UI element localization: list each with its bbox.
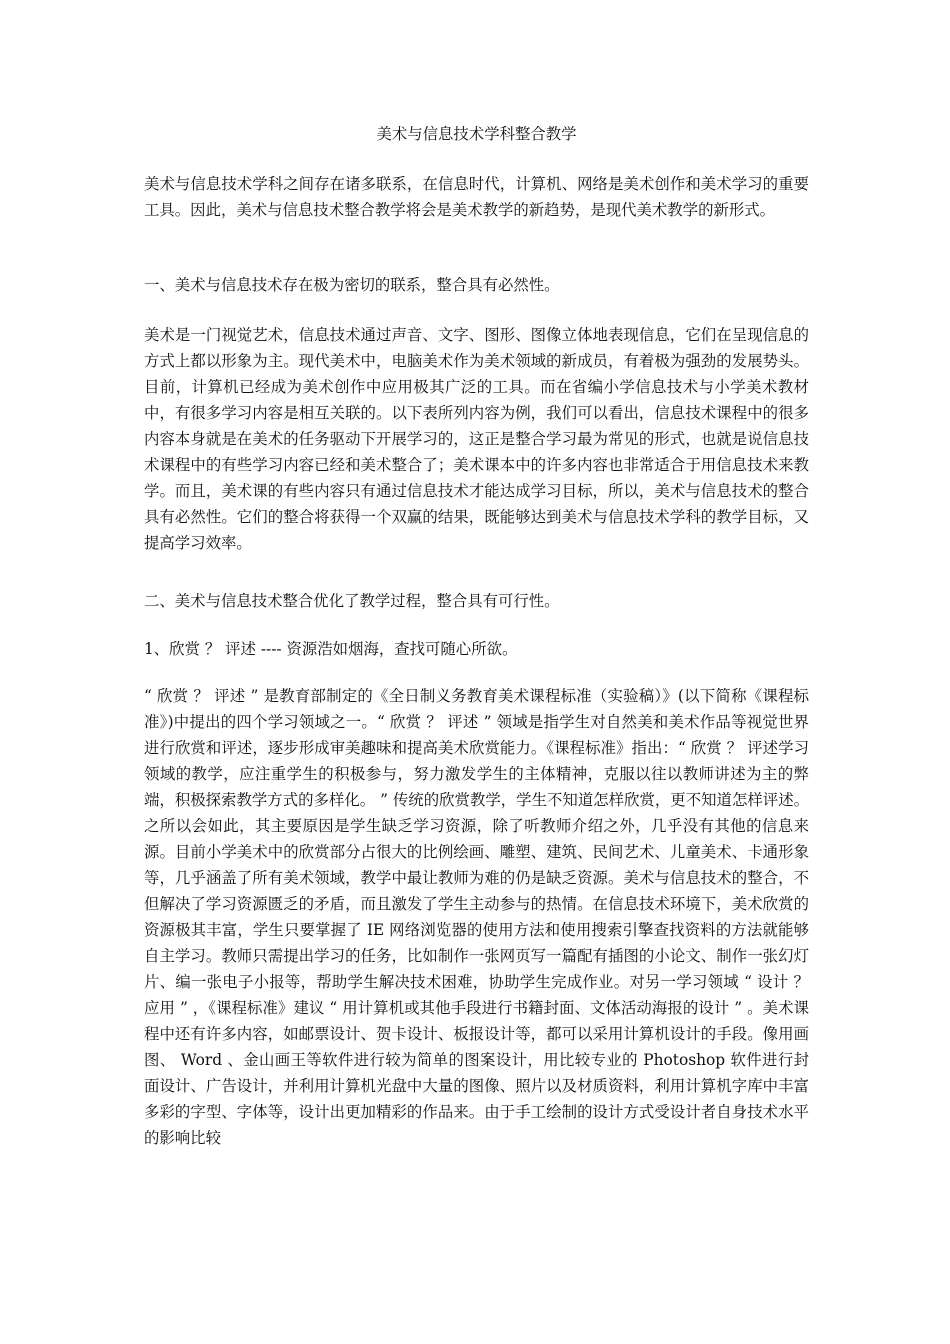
section1-heading: 一、美术与信息技术存在极为密切的联系，整合具有必然性。 [144, 276, 560, 294]
section2-paragraph-1: “ 欣赏 ？ 评述 ” 是教育部制定的《全日制义务教育美术课程标准（实验稿）》(以下简称《课程标准》)中提出的四个学习领域之一。“ 欣赏 ？ 评述 ” 领域是指学生对自然美和美术作品等视觉世界进行欣赏和评述，逐步形成审美趣味和提高美术欣赏能力。《课程标准》指出：“ 欣赏 ？ 评述学习领域的教学，应注重学生的积极参与，努力激发学生的主体精神，克服以往以教师讲述为主的弊端，积极探索教学方式的多样化。 ” 传统的欣赏教学，学生不知道怎样欣赏，更不知道怎样评述。之所以会如此，其主要原因是学生缺乏学习资源，除了听教师介绍之外，几乎没有其他的信息来源。目前小学美术中的欣赏部分占很大的比例绘画、雕塑、建筑、民间艺术、儿童美术、卡通形象等，几乎涵盖了所有美术领域，教学中最让教师为难的仍是缺乏资源。美术与信息技术的整合，不但解决了学习资源匮乏的矛盾，而且激发了学生主动参与的热情。在信息技术环境下，美术欣赏的资源极其丰富，学生只要掌握了 IE 网络浏览器的使用方法和使用搜索引擎查找资料的方法就能够自主学习。教师只需提出学习的任务，比如制作一张网页写一篇配有插图的小论文、制作一张幻灯片、编一张电子小报等，帮助学生解决技术困难，协助学生完成作业。对另一学习领域 “ 设计 ？ 应用 ” ，《课程标准》建议 “ 用计算机或其他手段进行书籍封面、文体活动海报的设计 ” 。美术课程中还有许多内容，如邮票设计、贺卡设计、板报设计等，都可以采用计算机设计的手段。像用画图、 Word 、金山画王等软件进行较为简单的图案设计，用比较专业的 Photoshop 软件进行封面设计、广告设计，并利用计算机光盘中大量的图像、照片以及材质资料，利用计算机字库中丰富多彩的字型、字体等，设计出更加精彩的作品来。由于手工绘制的设计方式受设计者自身技术水平的影响比较 [144, 687, 809, 1147]
section2-subheading-1: 1、欣赏 ？ 评述 ---- 资源浩如烟海，查找可随心所欲。 [144, 640, 518, 658]
section2-heading: 二、美术与信息技术整合优化了教学过程，整合具有可行性。 [144, 592, 560, 610]
section1-paragraph: 美术是一门视觉艺术，信息技术通过声音、文字、图形、图像立体地表现信息，它们在呈现信息的方式上都以形象为主。现代美术中，电脑美术作为美术领域的新成员，有着极为强劲的发展势头。目前，计算机已经成为美术创作中应用极其广泛的工具。而在省编小学信息技术与小学美术教材中，有很多学习内容是相互关联的。以下表所列内容为例，我们可以看出，信息技术课程中的很多内容本身就是在美术的任务驱动下开展学习的，这正是整合学习最为常见的形式，也就是说信息技术课程中的有些学习内容已经和美术整合了；美术课本中的许多内容也非常适合于用信息技术来教学。而且，美术课的有些内容只有通过信息技术才能达成学习目标，所以，美术与信息技术的整合具有必然性。它们的整合将获得一个双赢的结果，既能够达到美术与信息技术学科的教学目标，又提高学习效率。 [144, 326, 809, 552]
document-title: 美术与信息技术学科整合教学 [376, 125, 577, 143]
intro-paragraph: 美术与信息技术学科之间存在诸多联系，在信息时代，计算机、网络是美术创作和美术学习的重要工具。因此，美术与信息技术整合教学将会是美术教学的新趋势，是现代美术教学的新形式。 [144, 175, 809, 219]
